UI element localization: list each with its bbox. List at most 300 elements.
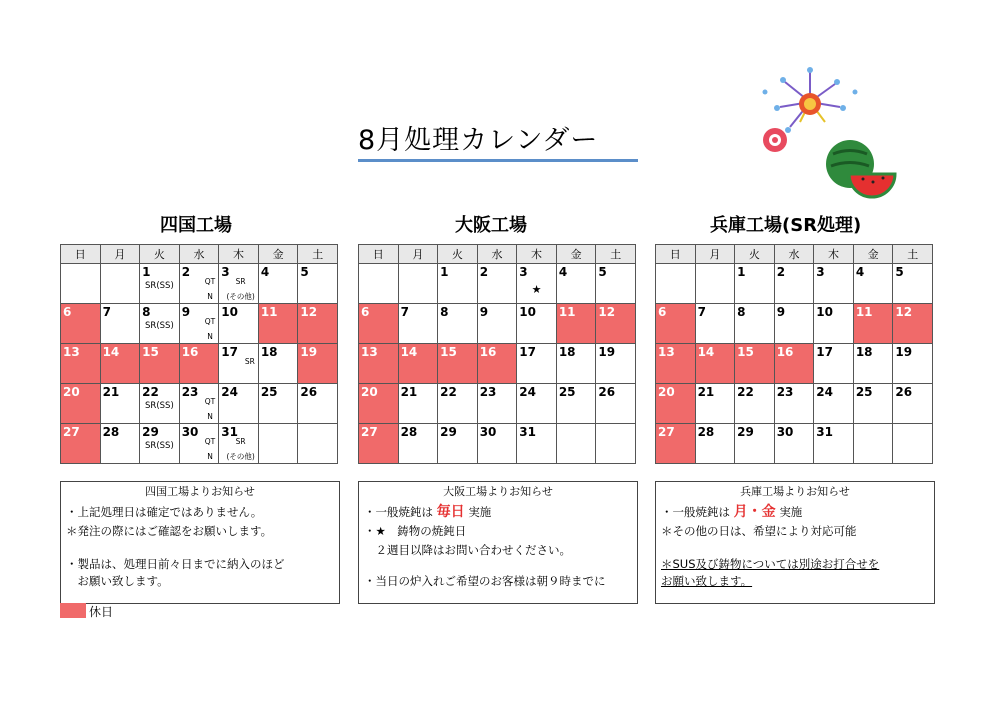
calendar-day — [61, 264, 101, 304]
day-number: 16 — [479, 345, 497, 359]
calendar-week-row — [656, 344, 933, 384]
calendar-day-holiday — [656, 424, 696, 464]
notice-text: 実施 — [468, 505, 492, 519]
calendar-day — [517, 424, 557, 464]
day-number: 19 — [300, 345, 318, 359]
weekday-header: 火 — [438, 245, 478, 264]
process-note-line: N — [207, 452, 213, 461]
weekday-header: 日 — [656, 245, 696, 264]
process-note-line: N — [207, 412, 213, 421]
day-number: 10 — [519, 305, 536, 319]
day-number: 24 — [816, 385, 833, 399]
process-note — [226, 437, 254, 462]
calendar-day-holiday — [438, 344, 478, 384]
calendar-day — [853, 264, 893, 304]
day-number: 23 — [776, 385, 794, 399]
day-number: 26 — [598, 385, 616, 399]
calendar-day — [735, 424, 775, 464]
calendar-day-holiday — [695, 344, 735, 384]
day-number: 27 — [658, 425, 675, 439]
star-icon: ★ — [531, 283, 542, 296]
weekday-header: 土 — [596, 245, 636, 264]
calendar-day — [398, 304, 438, 344]
day-number: 24 — [519, 385, 536, 399]
page-title: 8月処理カレンダー — [358, 125, 599, 156]
day-number: 3 — [816, 265, 825, 279]
day-number: 7 — [697, 305, 706, 319]
calendar-day — [735, 304, 775, 344]
small-firework-icon — [763, 128, 787, 152]
notice-text: ・一般焼鈍は — [364, 505, 433, 519]
process-note-line: SR — [235, 437, 246, 446]
notice-box-shikoku — [60, 481, 340, 604]
weekday-header: 土 — [893, 245, 933, 264]
notice-line: ＊SUS及び鋳物については別途お打合せを — [661, 557, 880, 571]
process-note-line: QT — [204, 437, 216, 446]
calendar-day — [140, 424, 180, 464]
weekday-header: 木 — [814, 245, 854, 264]
day-number: 21 — [102, 385, 120, 399]
calendar-day — [695, 304, 735, 344]
notice-title: 大阪工場よりお知らせ — [443, 485, 553, 498]
calendar-day — [774, 304, 814, 344]
weekday-header: 木 — [517, 245, 557, 264]
calendar-day — [100, 384, 140, 424]
calendar-hyogo — [655, 244, 933, 464]
process-note-line: (その他) — [226, 452, 255, 461]
day-number: 16 — [181, 345, 199, 359]
day-number: 10 — [816, 305, 833, 319]
day-number: 8 — [440, 305, 449, 319]
calendar-day — [735, 264, 775, 304]
day-number: 22 — [440, 385, 457, 399]
day-number: 17 — [816, 345, 833, 359]
calendar-week-row — [359, 424, 636, 464]
calendar-week-row — [656, 304, 933, 344]
notice-box-hyogo — [655, 481, 935, 604]
calendar-day — [596, 264, 636, 304]
calendar-day — [893, 344, 933, 384]
day-number: 14 — [400, 345, 418, 359]
day-number: 6 — [63, 305, 72, 319]
calendar-week-row — [61, 304, 338, 344]
day-number: 27 — [361, 425, 378, 439]
legend-holiday-label: 休日 — [89, 605, 114, 619]
day-number: 31 — [519, 425, 536, 439]
day-number: 15 — [142, 345, 159, 359]
calendar-day — [596, 424, 636, 464]
calendar-day — [219, 384, 259, 424]
day-number: 8 — [737, 305, 746, 319]
process-note-line: N — [207, 292, 213, 301]
process-note: SR(SS) — [145, 281, 174, 291]
weekday-header: 金 — [853, 245, 893, 264]
process-note-line: (その他) — [226, 292, 255, 301]
calendar-day — [258, 344, 298, 384]
calendar-day-holiday — [258, 304, 298, 344]
calendar-day — [477, 304, 517, 344]
calendar-day — [100, 264, 140, 304]
day-number: 15 — [440, 345, 457, 359]
calendar-day — [596, 384, 636, 424]
calendar-day — [438, 424, 478, 464]
day-number: 15 — [737, 345, 754, 359]
day-number: 18 — [855, 345, 873, 359]
calendar-day — [179, 384, 219, 424]
day-number: 30 — [181, 425, 199, 439]
day-number: 13 — [361, 345, 378, 359]
calendar-day — [814, 384, 854, 424]
calendar-day — [517, 384, 557, 424]
day-number: 16 — [776, 345, 794, 359]
process-note — [205, 317, 216, 342]
day-number: 9 — [776, 305, 786, 319]
calendar-day-holiday — [596, 304, 636, 344]
notice-line: お願い致します。 — [66, 574, 169, 588]
weekday-header-row — [61, 245, 338, 264]
fireworks-watermelon-illustration — [745, 62, 905, 202]
calendar-day — [596, 344, 636, 384]
calendar-day — [556, 424, 596, 464]
calendar-day — [893, 264, 933, 304]
day-number: 4 — [260, 265, 270, 279]
day-number: 13 — [63, 345, 80, 359]
calendar-day — [853, 344, 893, 384]
weekday-header: 日 — [61, 245, 101, 264]
calendar-week-row — [656, 424, 933, 464]
notice-line: ＊その他の日は、希望により対応可能 — [661, 524, 857, 538]
day-number: 14 — [697, 345, 715, 359]
calendar-day — [298, 264, 338, 304]
calendar-day — [258, 384, 298, 424]
notice-text: 実施 — [779, 505, 803, 519]
day-number: 12 — [895, 305, 913, 319]
factory-title-shikoku: 四国工場 — [160, 215, 232, 236]
calendar-day-holiday — [893, 304, 933, 344]
day-number: 5 — [300, 265, 309, 279]
day-number: 9 — [479, 305, 489, 319]
weekday-header: 土 — [298, 245, 338, 264]
calendar-day — [556, 344, 596, 384]
calendar-day — [517, 304, 557, 344]
process-note — [205, 437, 216, 462]
day-number: 11 — [558, 305, 576, 319]
day-number: 26 — [895, 385, 913, 399]
calendar-day-holiday — [61, 384, 101, 424]
calendar-day — [438, 384, 478, 424]
day-number: 11 — [260, 305, 278, 319]
calendar-day — [774, 264, 814, 304]
legend-holiday-swatch — [60, 603, 86, 618]
day-number: 18 — [260, 345, 278, 359]
calendar-day — [477, 424, 517, 464]
weekday-header: 水 — [774, 245, 814, 264]
calendar-day — [695, 424, 735, 464]
weekday-header: 日 — [359, 245, 399, 264]
calendar-day — [100, 304, 140, 344]
process-note-line: SR — [235, 277, 246, 286]
calendar-day-holiday — [100, 344, 140, 384]
process-note-line: SR — [244, 357, 255, 366]
calendar-day — [814, 304, 854, 344]
calendar-day-holiday — [298, 344, 338, 384]
notice-emphasis: 毎日 — [436, 504, 465, 520]
calendar-day — [179, 264, 219, 304]
calendar-week-row — [359, 344, 636, 384]
calendar-day — [359, 264, 399, 304]
process-note: SR(SS) — [145, 441, 174, 451]
weekday-header: 火 — [735, 245, 775, 264]
weekday-header: 月 — [695, 245, 735, 264]
calendar-day — [814, 424, 854, 464]
weekday-header: 月 — [398, 245, 438, 264]
weekday-header: 水 — [179, 245, 219, 264]
weekday-header: 金 — [556, 245, 596, 264]
calendar-day-holiday — [774, 344, 814, 384]
day-number: 27 — [63, 425, 80, 439]
calendar-day — [853, 384, 893, 424]
notice-text: ・一般焼鈍は — [661, 505, 730, 519]
calendar-day — [656, 264, 696, 304]
calendar-week-row — [656, 384, 933, 424]
notice-title: 兵庫工場よりお知らせ — [740, 485, 850, 498]
weekday-header: 水 — [477, 245, 517, 264]
notice-box-osaka — [358, 481, 638, 604]
calendar-day-holiday — [359, 344, 399, 384]
calendar-day — [774, 424, 814, 464]
weekday-header: 火 — [140, 245, 180, 264]
day-number: 12 — [300, 305, 318, 319]
day-number: 29 — [142, 425, 159, 439]
day-number: 23 — [479, 385, 497, 399]
day-number: 6 — [658, 305, 667, 319]
calendar-day — [298, 384, 338, 424]
notice-line — [364, 503, 491, 521]
calendar-week-row — [61, 424, 338, 464]
calendar-day — [893, 424, 933, 464]
calendar-week-row — [359, 384, 636, 424]
day-number: 8 — [142, 305, 151, 319]
weekday-header: 木 — [219, 245, 259, 264]
calendar-day — [477, 264, 517, 304]
day-number: 29 — [440, 425, 457, 439]
calendar-day-holiday — [398, 344, 438, 384]
factory-title-hyogo: 兵庫工場(SR処理) — [710, 215, 862, 236]
process-note-line: QT — [204, 397, 216, 406]
calendar-day — [814, 264, 854, 304]
calendar-day — [814, 344, 854, 384]
firework-burst-icon — [763, 67, 858, 133]
day-number: 29 — [737, 425, 754, 439]
notice-line: ・当日の炉入れご希望のお客様は朝９時までに — [364, 574, 606, 588]
day-number: 17 — [221, 345, 238, 359]
calendar-osaka — [358, 244, 636, 464]
calendar-day — [398, 264, 438, 304]
calendar-day-holiday — [359, 304, 399, 344]
calendar-day-holiday — [656, 304, 696, 344]
process-note-line: QT — [204, 317, 216, 326]
process-note: SR(SS) — [145, 401, 174, 411]
calendar-day — [140, 304, 180, 344]
calendar-day-holiday — [477, 344, 517, 384]
calendar-day — [893, 384, 933, 424]
calendar-day-holiday — [61, 424, 101, 464]
day-number: 20 — [361, 385, 378, 399]
calendar-day — [398, 384, 438, 424]
day-number: 5 — [598, 265, 607, 279]
calendar-day — [398, 424, 438, 464]
calendar-day — [140, 264, 180, 304]
day-number: 24 — [221, 385, 238, 399]
notice-line: ・上記処理日は確定ではありません。 — [66, 505, 263, 519]
day-number: 10 — [221, 305, 238, 319]
notice-line: ＊発注の際にはご確認をお願いします。 — [66, 524, 273, 538]
calendar-day-holiday — [556, 304, 596, 344]
title-underline — [358, 159, 638, 162]
process-note — [226, 277, 254, 302]
calendar-day — [735, 384, 775, 424]
calendar-day — [774, 384, 814, 424]
weekday-header: 月 — [100, 245, 140, 264]
process-note — [245, 357, 255, 372]
calendar-week-row — [359, 264, 636, 304]
day-number: 30 — [479, 425, 497, 439]
calendar-day — [556, 264, 596, 304]
calendar-week-row — [61, 344, 338, 384]
day-number: 3 — [519, 265, 528, 279]
day-number: 25 — [558, 385, 576, 399]
day-number: 21 — [697, 385, 715, 399]
calendar-day — [219, 424, 259, 464]
day-number: 4 — [855, 265, 865, 279]
calendar-day-holiday — [179, 344, 219, 384]
calendar-day-holiday — [61, 344, 101, 384]
calendar-day — [438, 264, 478, 304]
calendar-week-row — [61, 384, 338, 424]
day-number: 2 — [479, 265, 489, 279]
calendar-day — [219, 344, 259, 384]
process-note-line: N — [207, 332, 213, 341]
notice-line: ・★ 鋳物の焼鈍日 — [364, 524, 467, 538]
weekday-header: 金 — [258, 245, 298, 264]
day-number: 22 — [737, 385, 754, 399]
notice-emphasis: 月・金 — [733, 504, 776, 520]
day-number: 20 — [658, 385, 675, 399]
calendar-day — [179, 424, 219, 464]
calendar-day — [695, 264, 735, 304]
day-number: 19 — [598, 345, 616, 359]
calendar-day — [853, 424, 893, 464]
notice-line: ２週目以降はお問い合わせください。 — [364, 543, 571, 557]
day-number: 7 — [102, 305, 111, 319]
day-number: 1 — [737, 265, 746, 279]
day-number: 17 — [519, 345, 536, 359]
day-number: 25 — [260, 385, 278, 399]
day-number: 1 — [142, 265, 151, 279]
day-number: 28 — [697, 425, 715, 439]
day-number: 11 — [855, 305, 873, 319]
calendar-day-holiday — [61, 304, 101, 344]
calendar-day — [695, 384, 735, 424]
calendar-day — [219, 304, 259, 344]
calendar-day — [219, 264, 259, 304]
notice-line: お願い致します。 — [661, 574, 753, 588]
calendar-day-holiday — [359, 424, 399, 464]
weekday-header-row — [359, 245, 636, 264]
calendar-day — [517, 264, 557, 304]
day-number: 28 — [400, 425, 418, 439]
process-note — [205, 397, 216, 422]
day-number: 3 — [221, 265, 230, 279]
calendar-week-row — [359, 304, 636, 344]
calendar-day-holiday — [853, 304, 893, 344]
calendar-day — [179, 304, 219, 344]
calendar-day-holiday — [359, 384, 399, 424]
day-number: 31 — [816, 425, 833, 439]
day-number: 25 — [855, 385, 873, 399]
calendar-week-row — [61, 264, 338, 304]
calendar-day — [477, 384, 517, 424]
day-number: 13 — [658, 345, 675, 359]
calendar-day — [140, 384, 180, 424]
day-number: 23 — [181, 385, 199, 399]
calendar-day — [258, 424, 298, 464]
calendar-shikoku — [60, 244, 338, 464]
calendar-day-holiday — [735, 344, 775, 384]
calendar-day-holiday — [140, 344, 180, 384]
process-note: SR(SS) — [145, 321, 174, 331]
day-number: 2 — [181, 265, 191, 279]
notice-line — [661, 503, 802, 521]
weekday-header-row — [656, 245, 933, 264]
calendar-day — [438, 304, 478, 344]
calendar-day — [258, 264, 298, 304]
day-number: 22 — [142, 385, 159, 399]
day-number: 6 — [361, 305, 370, 319]
day-number: 21 — [400, 385, 418, 399]
day-number: 1 — [440, 265, 449, 279]
day-number: 18 — [558, 345, 576, 359]
watermelon-icon — [826, 140, 895, 197]
calendar-day — [298, 424, 338, 464]
day-number: 4 — [558, 265, 568, 279]
day-number: 30 — [776, 425, 794, 439]
day-number: 12 — [598, 305, 616, 319]
day-number: 19 — [895, 345, 913, 359]
calendar-day — [517, 344, 557, 384]
day-number: 5 — [895, 265, 904, 279]
process-note-line: QT — [204, 277, 216, 286]
day-number: 14 — [102, 345, 120, 359]
calendar-day-holiday — [656, 384, 696, 424]
day-number: 28 — [102, 425, 120, 439]
notice-title: 四国工場よりお知らせ — [145, 485, 255, 498]
day-number: 20 — [63, 385, 80, 399]
calendar-day — [100, 424, 140, 464]
day-number: 7 — [400, 305, 409, 319]
day-number: 9 — [181, 305, 191, 319]
notice-line: ・製品は、処理日前々日までに納入のほど — [66, 557, 285, 571]
calendar-day-holiday — [656, 344, 696, 384]
day-number: 26 — [300, 385, 318, 399]
calendar-day — [556, 384, 596, 424]
factory-title-osaka: 大阪工場 — [455, 215, 527, 236]
day-number: 2 — [776, 265, 786, 279]
calendar-week-row — [656, 264, 933, 304]
calendar-day-holiday — [298, 304, 338, 344]
process-note — [205, 277, 216, 302]
day-number: 31 — [221, 425, 238, 439]
